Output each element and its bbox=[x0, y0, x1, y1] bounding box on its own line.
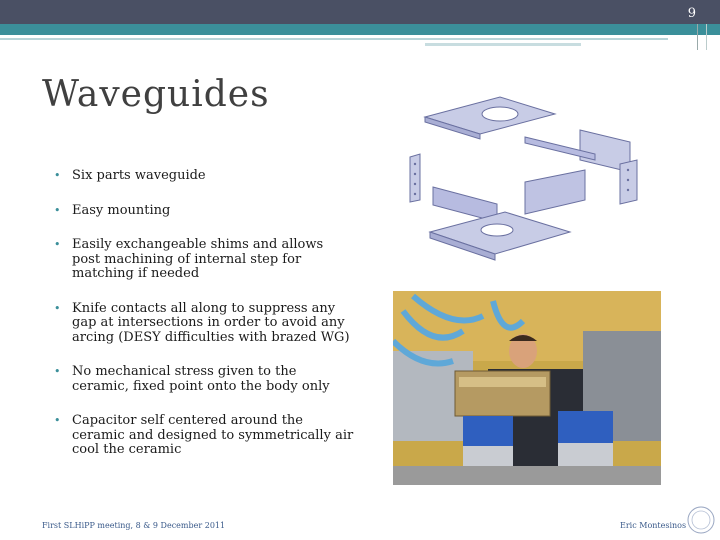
slide-title: Waveguides bbox=[42, 74, 270, 115]
bullet-list bbox=[54, 169, 354, 478]
header-divider-vertical bbox=[697, 24, 698, 50]
bullet-item: • Easy mounting bbox=[54, 204, 354, 219]
page-number: 9 bbox=[687, 6, 696, 21]
footer-author: Eric Montesinos bbox=[620, 521, 687, 530]
bullet-item: • Easily exchangeable shims and allows post machining of internal step for matching if needed bbox=[54, 238, 354, 282]
bullet-item: • No mechanical stress given to the ceramic, fixed point onto the body only bbox=[54, 365, 354, 394]
header-divider-short bbox=[425, 43, 581, 46]
header-divider bbox=[0, 38, 668, 40]
cern-logo-icon bbox=[686, 505, 716, 535]
footer-event: First SLHiPP meeting, 8 & 9 December 2011 bbox=[42, 521, 226, 530]
waveguide-photo-image bbox=[393, 291, 661, 485]
bullet-item: • Capacitor self centered around the ceramic and designed to symmetrically air cool the ceramic bbox=[54, 414, 354, 458]
waveguide-exploded-view-image bbox=[405, 92, 670, 277]
header-accent-band bbox=[0, 24, 720, 35]
bullet-item: • Knife contacts all along to suppress any gap at intersections in order to avoid any arcing (DESY difficulties with brazed WG) bbox=[54, 302, 354, 346]
bullet-item: • Six parts waveguide bbox=[54, 169, 354, 184]
header-bar bbox=[0, 0, 720, 24]
header-divider-vertical bbox=[706, 24, 707, 50]
